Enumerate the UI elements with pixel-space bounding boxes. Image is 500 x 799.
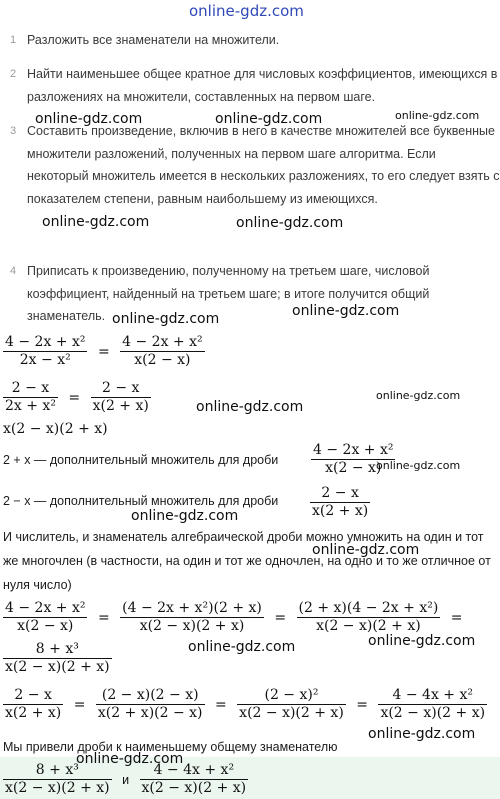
watermark: online-gdz.com <box>196 399 304 415</box>
step-number: 1 <box>10 34 17 46</box>
step-3 <box>10 120 500 210</box>
final-fractions <box>3 762 248 797</box>
watermark: online-gdz.com <box>368 633 476 649</box>
step-1 <box>10 29 500 52</box>
fraction: $\frac{2 - x}{x(2 + x)}$ <box>312 485 369 519</box>
watermark: online-gdz.com <box>215 111 323 127</box>
fraction-2-transform: $\frac{2 - x}{x(2 + x)}$ = $\frac{(2 - x)(2 - x)}{x(2 + x)(2 - x)}$ = $\frac{\text{(2 − x)²}}{x(2 - x)(2 + x)}$ = $\frac{\text{4 − 4x + x²}}{x(2 - x)(2 + x)}$ <box>5 687 486 721</box>
fraction: $\frac{\text{4 − 4x + x²}}{x(2 - x)(2 + x)}$ <box>380 687 486 721</box>
watermark: online-gdz.com <box>292 303 400 319</box>
rule-paragraph: И числитель, и знаменатель алгебраической дроби можно умножить на один и тот же многочлен (в частности, на один и тот же одночлен, на одно и то же отличное от нуля число) <box>3 530 491 592</box>
watermark: online-gdz.com <box>112 311 220 327</box>
watermark: online-gdz.com <box>376 459 461 472</box>
fraction: $\frac{2 - x}{x(2 + x)}$ <box>5 687 62 721</box>
fraction-2-factorization: $\frac{2 - x}{\text{2x + x²}}$ = $\frac{2 - x}{x(2 + x)}$ <box>5 380 149 414</box>
multiplier-2-fraction <box>310 485 370 520</box>
step-text: Разложить все знаменатели на множители. <box>27 33 280 47</box>
fraction: $\frac{2 - x}{x(2 + x)}$ <box>92 380 149 414</box>
watermark: online-gdz.com <box>189 2 304 20</box>
fraction-1-result <box>3 641 112 676</box>
fraction: $\frac{\text{4 − 4x + x²}}{x(2 - x)(2 + x)}$ <box>141 762 247 796</box>
fraction: $\frac{2 - x}{\text{2x + x²}}$ <box>5 380 56 414</box>
fraction: $\frac{\text{(4 − 2x + x²)(2 + x)}}{x(2 - x)(2 + x)}$ <box>122 600 262 634</box>
common-denominator: x(2 − x)(2 + x) <box>3 421 108 437</box>
step-4 <box>10 260 500 328</box>
fraction: $\frac{\text{4 − 2x + x²}}{x(2 - x)}$ <box>122 334 203 368</box>
fraction: $\frac{\text{8 + x³}}{x(2 - x)(2 + x)}$ <box>5 762 110 796</box>
step-2 <box>10 63 500 108</box>
watermark: online-gdz.com <box>312 542 420 558</box>
fraction: $\frac{\text{4 − 2x + x²}}{x(2 - x)}$ <box>313 442 394 476</box>
watermark: online-gdz.com <box>35 111 143 127</box>
fraction-1-factorization: $\frac{\text{4 − 2x + x²}}{\text{2x − x²}}$ = $\frac{\text{4 − 2x + x²}}{x(2 - x)}$ <box>5 334 203 368</box>
watermark: online-gdz.com <box>76 751 184 767</box>
step-text: Составить произведение, включив в него в качестве множителей все буквенные множители разложений, полученных на первом шаге алгоритма. Если некоторый множитель имеется в нескольких разложениях, то его следует взять с показателем степени, равным наибольшему из имеющихся. <box>27 124 500 206</box>
watermark: online-gdz.com <box>376 389 461 402</box>
watermark: online-gdz.com <box>42 214 150 230</box>
fraction: $\frac{\text{(2 + x)(4 − 2x + x²)}}{x(2 - x)(2 + x)}$ <box>298 600 439 634</box>
step-number: 4 <box>10 265 17 277</box>
fraction: $\frac{\text{(2 − x)²}}{x(2 - x)(2 + x)}$ <box>239 687 344 721</box>
watermark: online-gdz.com <box>395 109 480 122</box>
watermark: online-gdz.com <box>188 639 296 655</box>
multiplier-2-text: 2 − x — дополнительный множитель для дроби <box>3 494 279 508</box>
fraction: $\frac{(2 - x)(2 - x)}{x(2 + x)(2 - x)}$ <box>97 687 203 721</box>
and-word: и <box>122 772 130 787</box>
watermark: online-gdz.com <box>236 215 344 231</box>
watermark: online-gdz.com <box>368 726 476 742</box>
step-number: 3 <box>10 125 17 137</box>
fraction: $\frac{\text{4 − 2x + x²}}{\text{2x − x²}}$ <box>5 334 86 368</box>
fraction: $\frac{\text{8 + x³}}{x(2 - x)(2 + x)}$ <box>5 641 110 675</box>
fraction: $\frac{\text{4 − 2x + x²}}{x(2 - x)}$ <box>5 600 86 634</box>
fraction-1-transform: $\frac{\text{4 − 2x + x²}}{x(2 - x)}$ = $\frac{\text{(4 − 2x + x²)(2 + x)}}{x(2 - x)(2 + x)}$ = $\frac{\text{(2 + x)(4 − 2x + x²)}}{x(2 - x)(2 + x)}$ = <box>5 600 463 634</box>
step-number: 2 <box>10 68 17 80</box>
multiplier-1-text: 2 + x — дополнительный множитель для дроби <box>3 453 279 467</box>
conclusion-text: Мы привели дроби к наименьшему общему знаменателю <box>3 740 338 754</box>
step-text: Приписать к произведению, полученному на третьем шаге, числовой коэффициент, найденный на третьем шаге; в итоге получится общий знаменатель. <box>27 264 430 323</box>
watermark: online-gdz.com <box>131 508 239 524</box>
step-text: Найти наименьшее общее кратное для числовых коэффициентов, имеющихся в разложениях на множители, составленных на первом шаге. <box>27 67 498 104</box>
